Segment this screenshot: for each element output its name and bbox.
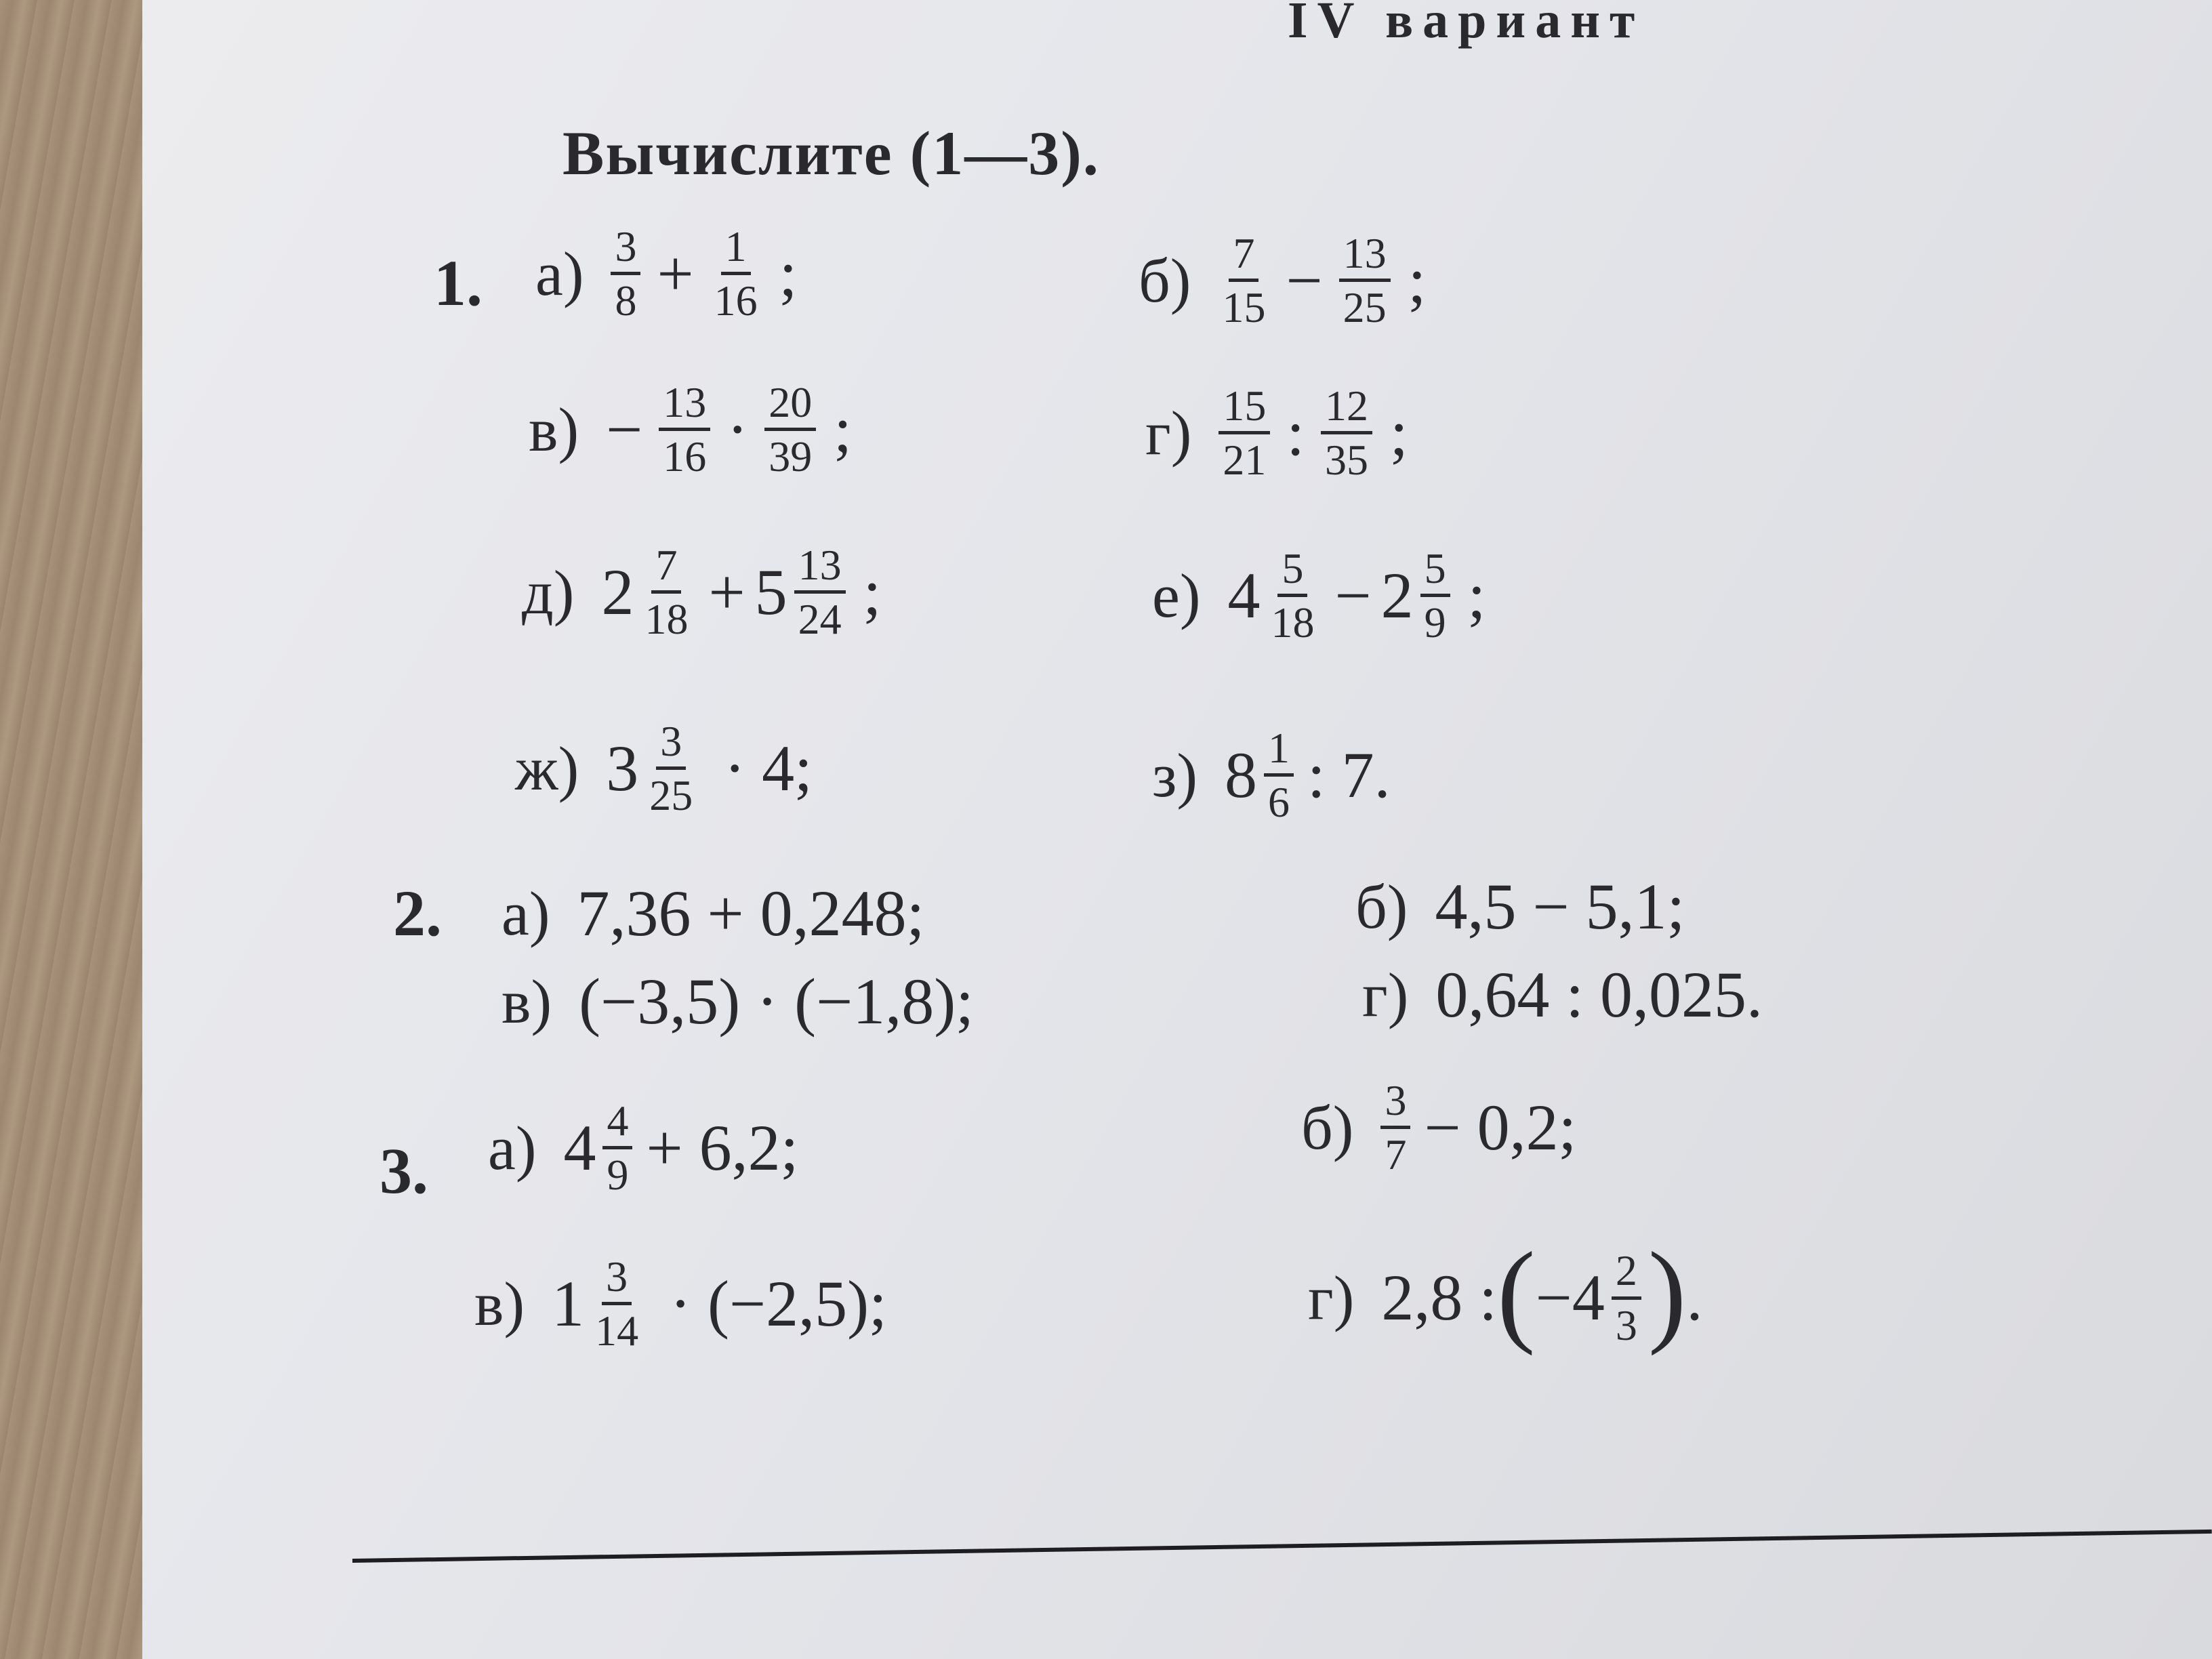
fraction: $\frac{2}{3}$ <box>1612 1248 1641 1347</box>
item-label: д) <box>522 557 575 627</box>
problem-3b: б) $\frac{3}{7}$ − 0,2; <box>1301 1076 1577 1179</box>
fraction: $\frac{13}{16}$ <box>659 380 710 479</box>
problem-2g: г) 0,64 : 0,025. <box>1362 958 1763 1031</box>
fraction: $\frac{12}{35}$ <box>1321 383 1372 483</box>
item-label: г) <box>1362 960 1409 1029</box>
item-label: б) <box>1139 245 1191 315</box>
problem-2b: б) 4,5 − 5,1; <box>1355 870 1685 943</box>
fraction: $\frac{5}{9}$ <box>1420 546 1450 645</box>
problem-3v: в) 1 $\frac{3}{14}$ · (−2,5); <box>474 1252 887 1355</box>
fraction: $\frac{5}{18}$ <box>1271 544 1315 647</box>
problem-1b: б) $\frac{7}{15}$ − $\frac{13}{25}$ ; <box>1139 229 1427 332</box>
problem-1d: д) 2 $\frac{7}{18}$ + 5 $\frac{13}{24}$ ; <box>522 541 882 644</box>
problem-3a: а) 4 $\frac{4}{9}$ + 6,2; <box>488 1097 799 1200</box>
fraction: $\frac{3}{25}$ <box>649 717 693 820</box>
fraction: $\frac{7}{15}$ <box>1222 229 1266 332</box>
item-label: а) <box>488 1113 537 1183</box>
item-label: б) <box>1301 1092 1354 1162</box>
problem-number-3: 3. <box>380 1134 428 1207</box>
fraction: $\frac{13}{25}$ <box>1339 230 1391 330</box>
problem-number-2: 2. <box>393 877 442 949</box>
fraction: $\frac{3}{8}$ <box>611 224 640 323</box>
fraction: $\frac{1}{6}$ <box>1264 725 1294 825</box>
problem-1e: е) 4 $\frac{5}{18}$ − 2 $\frac{5}{9}$ ; <box>1152 544 1486 647</box>
problem-1g: г) $\frac{15}{21}$ : $\frac{12}{35}$ ; <box>1145 382 1408 485</box>
item-label: а) <box>501 879 550 948</box>
fraction: $\frac{20}{39}$ <box>764 380 816 479</box>
item-label: в) <box>501 967 552 1036</box>
item-label: б) <box>1355 872 1408 941</box>
problem-1a: а) $\frac{3}{8}$ + $\frac{1}{16}$ ; <box>535 222 798 325</box>
fraction: $\frac{3}{7}$ <box>1380 1078 1410 1177</box>
item-label: в) <box>474 1269 525 1338</box>
item-label: в) <box>529 394 579 464</box>
fraction: $\frac{4}{9}$ <box>602 1098 632 1197</box>
problem-2v: в) (−3,5) · (−1,8); <box>501 965 974 1038</box>
fraction: $\frac{1}{16}$ <box>714 222 758 325</box>
fraction: $\frac{15}{21}$ <box>1218 383 1270 483</box>
variant-title: IV вариант <box>1288 0 1645 49</box>
problem-1v: в) − $\frac{13}{16}$ · $\frac{20}{39}$ ; <box>529 378 852 481</box>
item-label: г) <box>1145 398 1192 468</box>
fraction: $\frac{7}{18}$ <box>644 541 689 644</box>
problem-1zh: ж) 3 $\frac{3}{25}$ · 4; <box>515 717 813 820</box>
item-label: г) <box>1308 1263 1355 1332</box>
item-label: з) <box>1152 740 1197 810</box>
item-label: ж) <box>515 733 579 803</box>
problem-2a: а) 7,36 + 0,248; <box>501 877 925 949</box>
problem-number-1: 1. <box>434 247 483 319</box>
problem-3g: г) 2,8 : ( −4 $\frac{2}{3}$ ) . <box>1308 1229 1703 1356</box>
fraction: $\frac{13}{24}$ <box>794 542 846 642</box>
item-label: е) <box>1152 560 1201 630</box>
instruction-heading: Вычислите (1—3). <box>562 119 1100 188</box>
problem-1z: з) 8 $\frac{1}{6}$ : 7. <box>1152 724 1391 827</box>
fraction: $\frac{3}{14}$ <box>595 1252 639 1355</box>
item-label: а) <box>535 239 584 308</box>
